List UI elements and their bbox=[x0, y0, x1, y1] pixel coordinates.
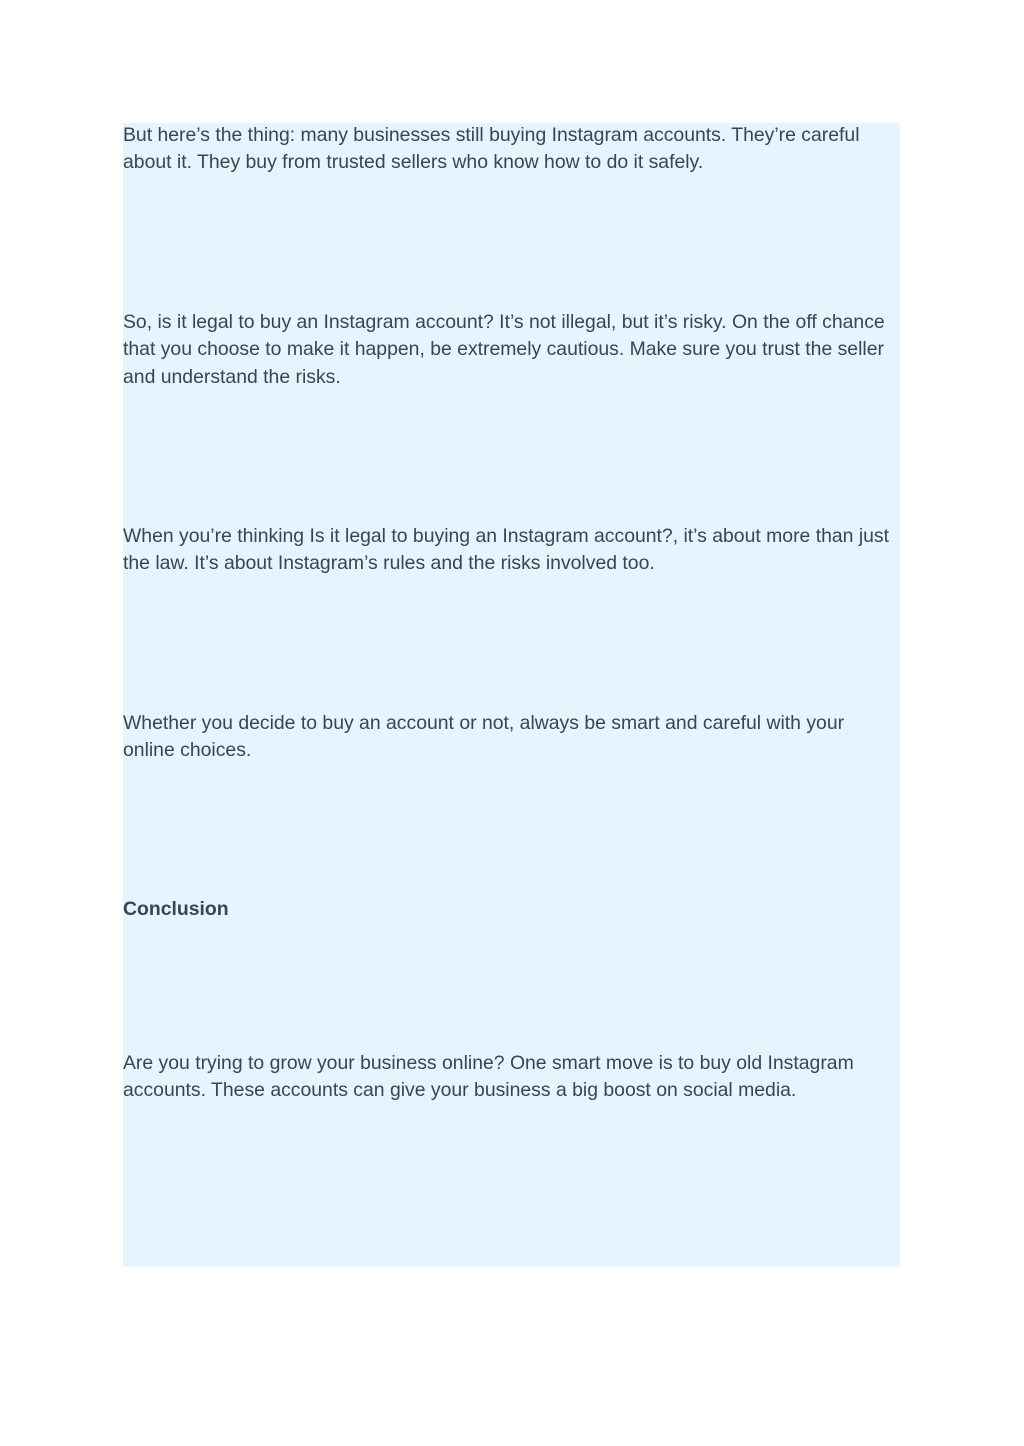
paragraph-more-than-law: When you’re thinking Is it legal to buying an Instagram account?, it’s about more than just the law. It’s about Instagram’s rules and the risks involved too. bbox=[123, 525, 890, 575]
content-block bbox=[123, 123, 900, 1267]
paragraph-is-it-legal: So, is it legal to buy an Instagram account? It’s not illegal, but it’s risky. On the off chance that you choose to make it happen, be extremely cautious. Make sure you trust the seller and understand the risks. bbox=[123, 311, 885, 388]
paragraph-be-smart: Whether you decide to buy an account or not, always be smart and careful with your online choices. bbox=[123, 712, 845, 762]
conclusion-heading: Conclusion bbox=[123, 898, 229, 920]
paragraph-businesses-buying: But here’s the thing: many businesses still buying Instagram accounts. They’re careful about it. They buy from trusted sellers who know how to do it safely. bbox=[123, 124, 860, 174]
conclusion-paragraph: Are you trying to grow your business online? One smart move is to buy old Instagram accounts. These accounts can give your business a big boost on social media. bbox=[123, 1052, 854, 1102]
